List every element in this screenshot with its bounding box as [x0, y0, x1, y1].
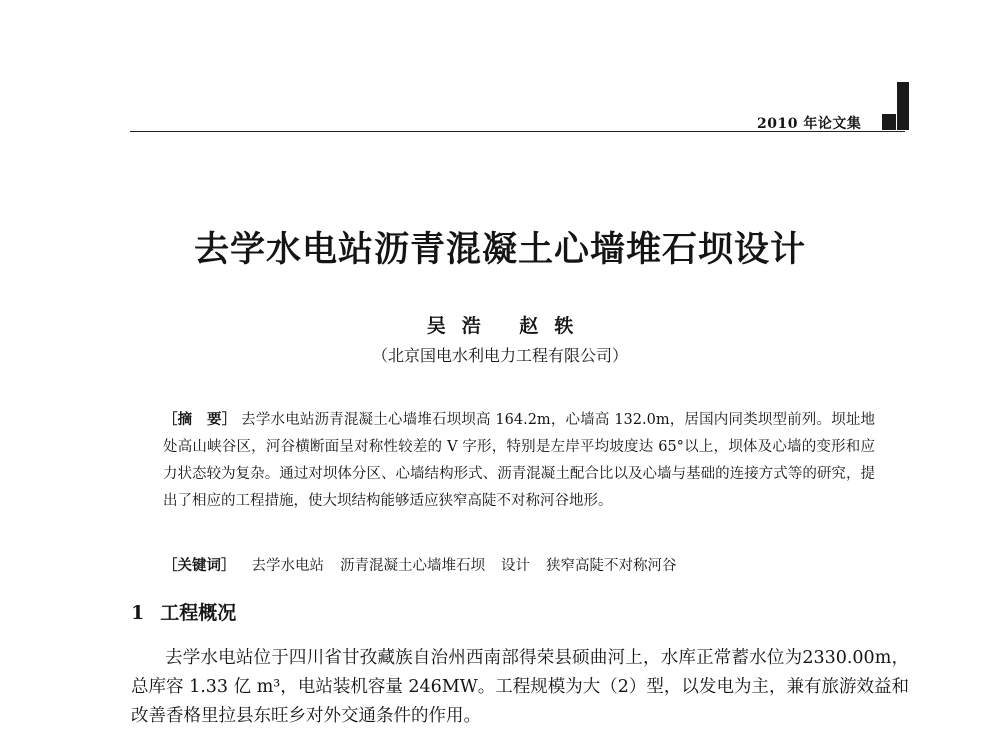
- cut-off-next-line: [160, 737, 540, 745]
- section-title: 工程概况: [160, 602, 237, 624]
- keyword-item: 设计: [501, 558, 530, 574]
- keyword-item: 狭窄高陡不对称河谷: [546, 558, 677, 574]
- abstract-text: 去学水电站沥青混凝土心墙堆石坝坝高 164.2m，心墙高 132.0m，居国内同类坝型前列。坝址地处高山峡谷区，河谷横断面呈对称性较差的 V 字形，特别是左岸平均坡度达 65°以上，坝体及心墙的变形和应力状态较为复杂。通过对坝体分区、心墙结构形式、沥青混凝土配合比以及心墙与基础的连接方式等的研究，提出了相应的工程措施，使大坝结构能够适应狭窄高陡不对称河谷地形。: [163, 412, 876, 509]
- abstract-block: [163, 406, 875, 515]
- author-affiliation: （北京国电水利电力工程有限公司）: [371, 346, 628, 365]
- keywords-label: ［关键词］: [163, 557, 236, 574]
- abstract-label: ［摘 要］: [163, 411, 237, 428]
- keyword-item: 沥青混凝土心墙堆石坝: [340, 558, 485, 574]
- header-marker-block-tall: [897, 82, 909, 130]
- author-names: 吴浩 赵轶: [426, 315, 590, 337]
- paper-title: 去学水电站沥青混凝土心墙堆石坝设计: [193, 229, 806, 270]
- section-heading: [131, 598, 236, 625]
- keyword-item: 去学水电站: [251, 558, 324, 574]
- header-marker-blocks: [882, 82, 910, 132]
- header-marker-block-short: [882, 114, 896, 130]
- keywords-block: [163, 554, 875, 575]
- journal-header-label: 2010 年论文集: [757, 116, 862, 132]
- body-paragraph: 去学水电站位于四川省甘孜藏族自治州西南部得荣县硕曲河上，水库正常蓄水位为2330.00m，总库容 1.33 亿 m³，电站装机容量 246MW。工程规模为大（2）型，以发电为主，兼有旅游效益和改善香格里拉县东旺乡对外交通条件的作用。: [131, 648, 909, 726]
- section-number: 1: [131, 602, 145, 624]
